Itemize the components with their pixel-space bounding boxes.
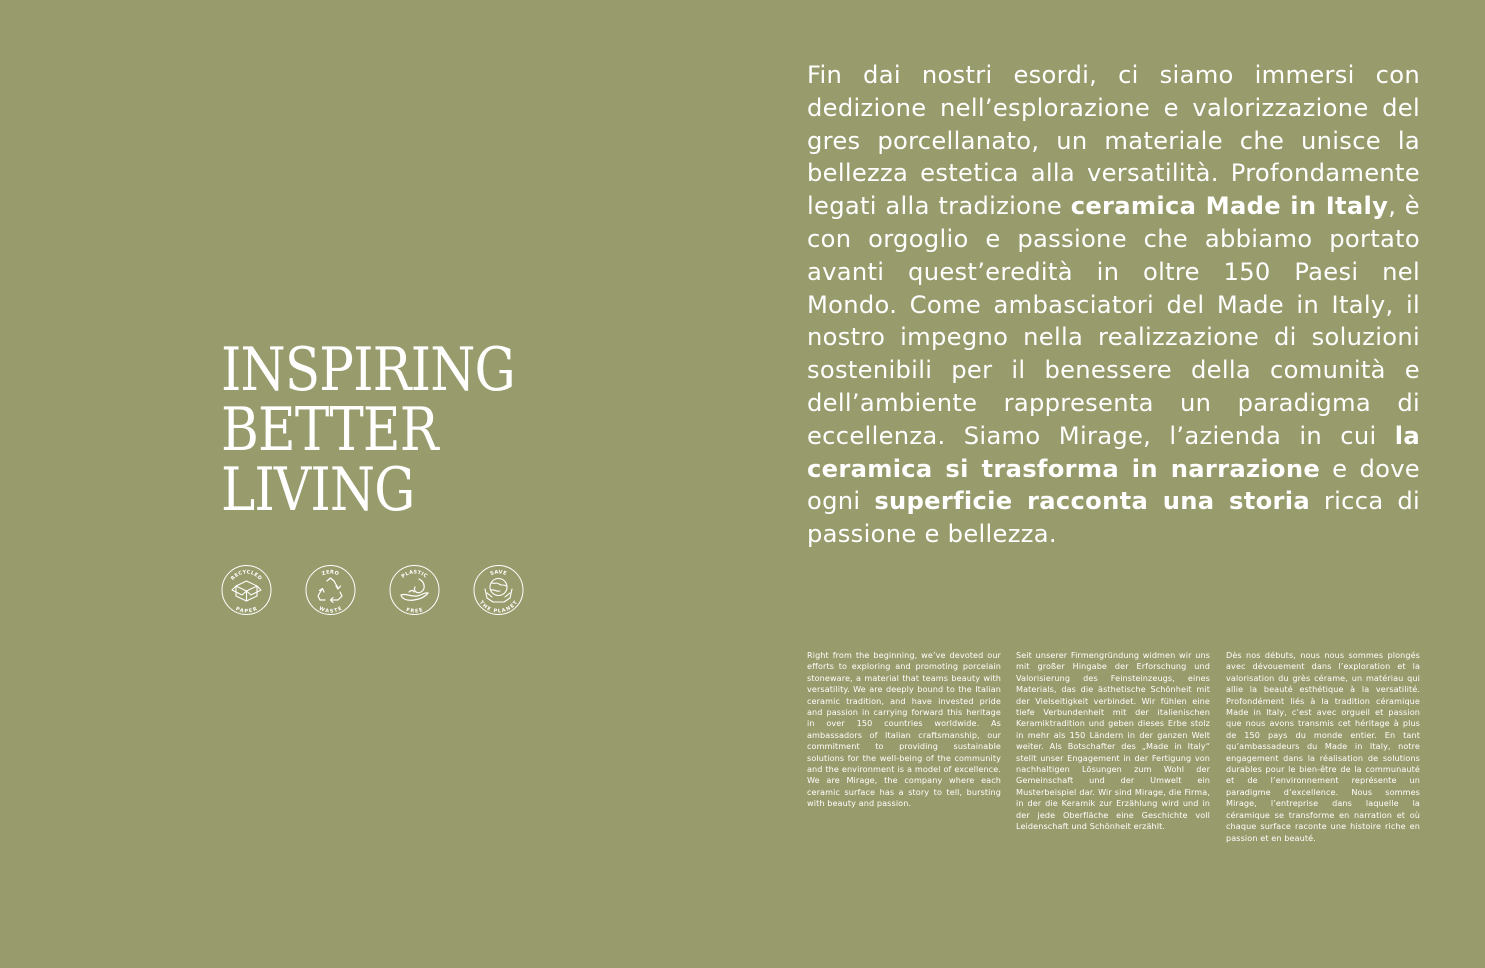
globe-hands-icon bbox=[473, 562, 524, 618]
badge-bottom-label: PAPER bbox=[234, 606, 259, 615]
intro-bold-narrazione: la ceramica si trasforma in narrazione bbox=[807, 421, 1420, 483]
intro-text-part-2: , è con orgoglio e passione che abbiamo portato avanti quest’eredità in oltre 150 Paesi nel Mondo. Come ambasciatori del Made in Italy, il nostro impegno nella realizzazione di soluzioni sostenibili per il benessere della comunità e dell’ambiente rappresenta un paradigma di eccellenza. Siamo Mirage, l’azienda in cui bbox=[807, 192, 1420, 450]
badge-top-label: PLASTIC bbox=[400, 569, 429, 580]
recycled-box-icon bbox=[221, 562, 272, 618]
translation-german: Seit unserer Firmengründung widmen wir uns mit großer Hingabe der Erforschung und Valorisierung des Feinsteinzeugs, eines Materials, das die ästhetische Schönheit mit der Vielseitigkeit verbindet. Wir fühlen eine tiefe Verbundenheit mit der italienischen Keramiktradition und geben dieses Erbe stolz in mehr als 150 Ländern in der ganzen Welt weiter. Als Botschafter des „Made in Italy“ stellt unser Engagement in der Fertigung von nachhaltigen Lösungen zum Wohl der Gemeinschaft und der Umwelt ein Musterbeispiel dar. Wir sind Mirage, die Firma, in der die Keramik zur Erzählung wird und in der jede Oberfläche eine Geschichte voll Leidenschaft und Schönheit erzählt. bbox=[1016, 650, 1210, 832]
headline-line-2: BETTER bbox=[221, 395, 438, 465]
hand-wave-icon bbox=[389, 562, 440, 618]
svg-text:SAVE bbox=[490, 569, 508, 577]
translation-english: Right from the beginning, we’ve devoted our efforts to exploring and promoting porcelain stoneware, a material that teams beauty with versatility. We are deeply bound to the Italian ceramic tradition, and have invested pride and passion in carrying forward this heritage in over 150 countries worldwide. As ambassadors of Italian craftsmanship, our commitment to providing sustainable solutions for the well-being of the community and the environment is a model of excellence. We are Mirage, the company where each ceramic surface has a story to tell, bursting with beauty and passion. bbox=[807, 650, 1001, 809]
intro-bold-storia: superficie racconta una storia bbox=[874, 487, 1310, 516]
headline-line-1: INSPIRING bbox=[221, 335, 515, 405]
svg-text:RECYCLED bbox=[230, 569, 263, 581]
badge-bottom-label: WASTE bbox=[317, 605, 344, 615]
headline-line-3: LIVING bbox=[221, 455, 415, 525]
badge-bottom-label: THE PLANET bbox=[477, 599, 520, 615]
badge-bottom-label: FREE bbox=[405, 607, 424, 615]
badge-save-the-planet bbox=[473, 562, 524, 618]
badge-plastic-free bbox=[389, 562, 440, 618]
intro-text-part-3: e dove ogni bbox=[807, 454, 1420, 516]
badge-top-label: RECYCLED bbox=[230, 569, 263, 582]
intro-paragraph-italian bbox=[807, 59, 1420, 551]
intro-bold-made-in-italy: ceramica Made in Italy bbox=[1070, 192, 1389, 221]
headline bbox=[221, 335, 515, 525]
recycle-arrows-icon bbox=[305, 562, 356, 618]
intro-text-part-4: ricca di passione e bellezza. bbox=[807, 487, 1421, 549]
svg-text:PLASTIC bbox=[400, 569, 428, 579]
badge-zero-waste bbox=[305, 562, 356, 618]
badge-recycled-paper bbox=[221, 562, 272, 618]
badge-top-label: ZERO bbox=[321, 569, 340, 578]
svg-text:ZERO bbox=[321, 569, 340, 577]
eco-badges bbox=[221, 562, 524, 618]
translation-french: Dès nos débuts, nous nous sommes plongés avec dévouement dans l’exploration et la valorisation du grès cérame, un matériau qui allie la beauté esthétique à la versatilité. Profondément liés à la tradition céramique Made in Italy, c’est avec orgueil et passion que nous avons transmis cet héritage à plus de 150 pays du monde entier. En tant qu’ambassadeurs du Made in Italy, notre engagement dans la réalisation de solutions durables pour le bien-être de la communauté et de l’environnement représente un paradigme d’excellence. Nous sommes Mirage, l’entreprise dans laquelle la céramique se transforme en narration et où chaque surface raconte une histoire riche en passion et en beauté. bbox=[1226, 650, 1420, 843]
svg-text:FREE bbox=[405, 607, 424, 615]
badge-top-label: SAVE bbox=[489, 569, 508, 578]
intro-text-part-1: Fin dai nostri esordi, ci siamo immersi con dedizione nell’esplorazione e valorizzazione del gres porcellanato, un materiale che unisce la bellezza estetica alla versatilità. Profondamente legati alla tradizione bbox=[807, 61, 1420, 221]
